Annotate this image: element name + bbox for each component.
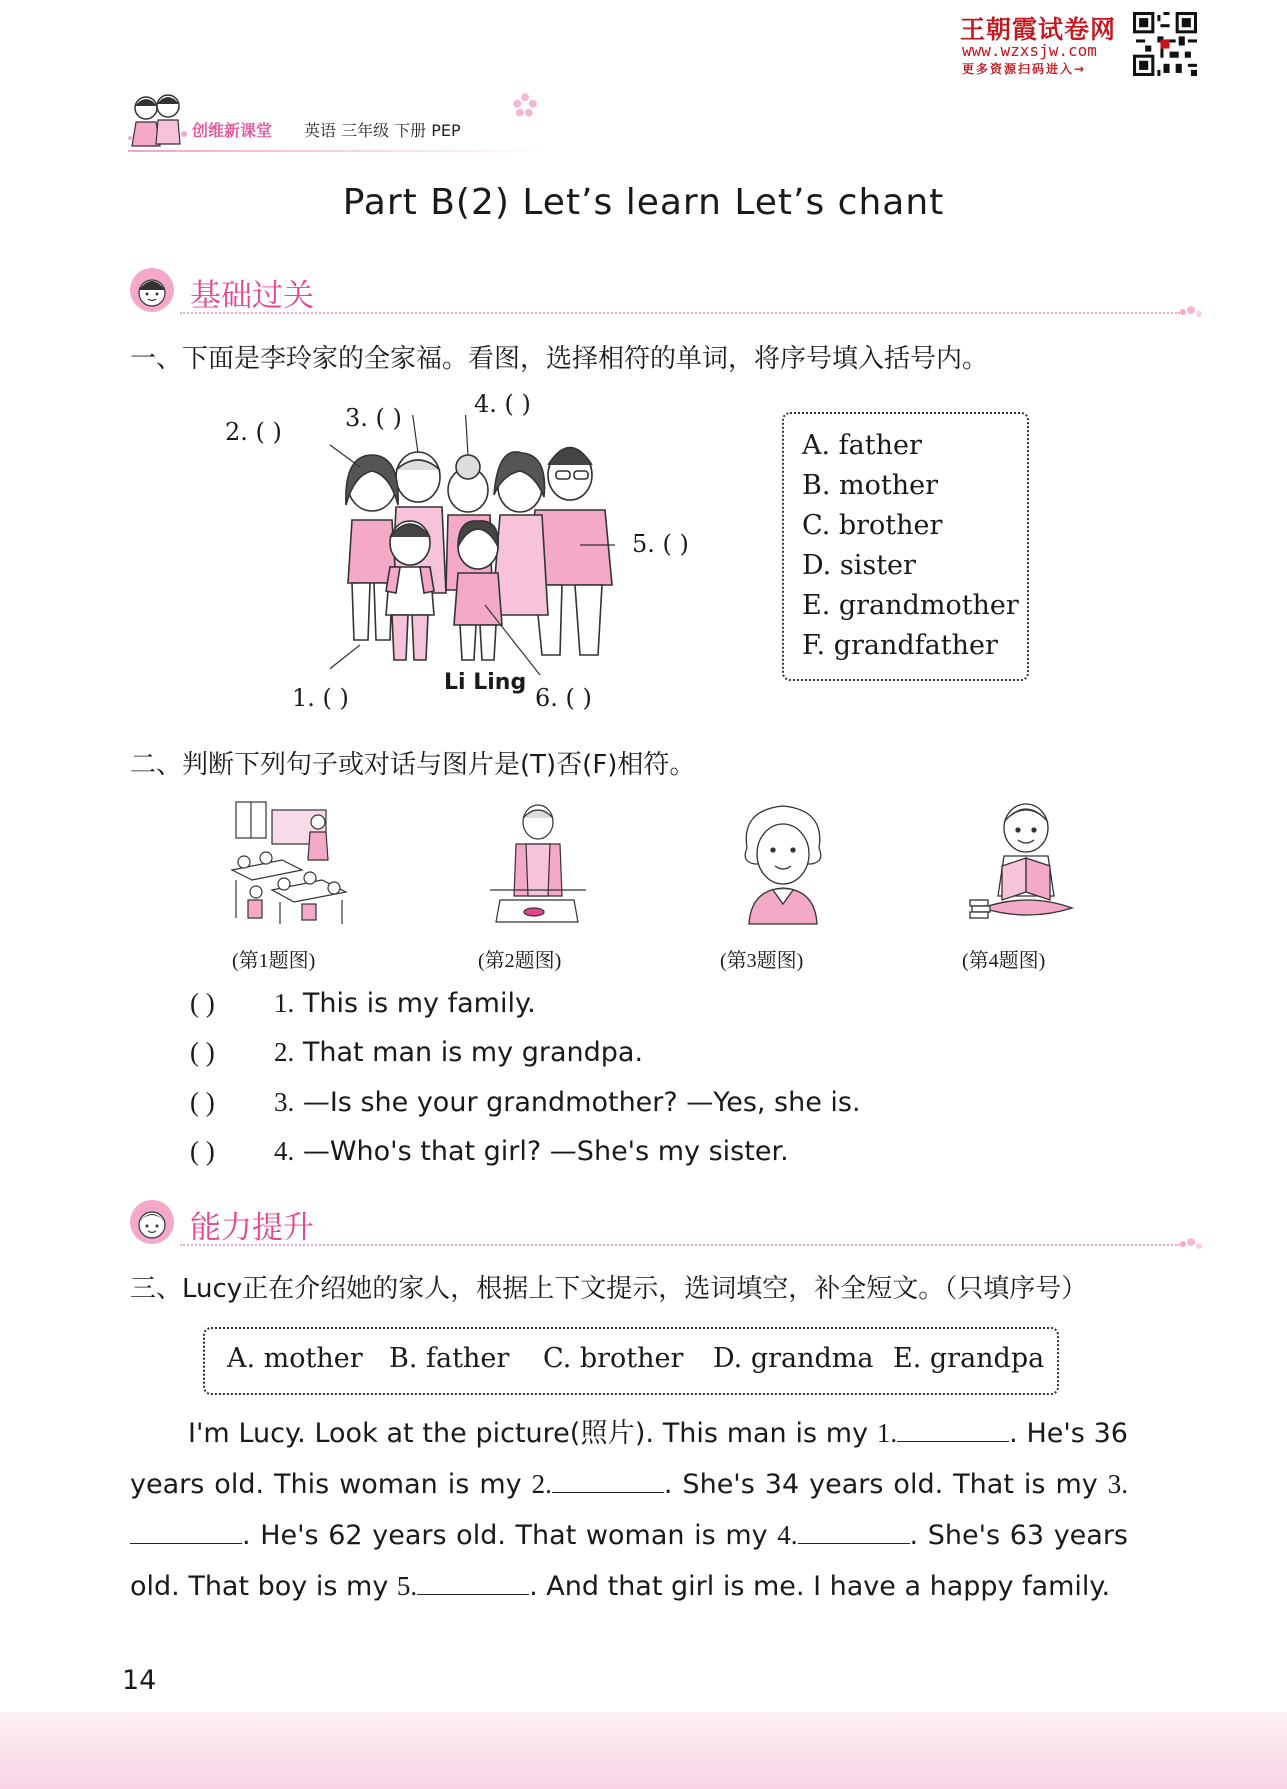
answer-blank[interactable]: ( ) <box>190 1087 215 1117</box>
caption-2: (第2题图) <box>478 950 562 972</box>
qr-code-icon[interactable] <box>1133 12 1197 76</box>
word-a: A. mother <box>227 1343 363 1374</box>
word-e: E. grandpa <box>893 1343 1045 1374</box>
item-text: —Is she your grandmother? —Yes, she is. <box>302 1087 861 1118</box>
classroom-picture <box>222 800 356 926</box>
header-divider <box>128 150 548 152</box>
section-rule <box>180 312 1180 314</box>
kids-logo-icon <box>126 86 190 156</box>
brand-name: 王朝霞试卷网 <box>960 15 1117 44</box>
passage <box>130 1408 1128 1612</box>
question-1-prompt: 一、下面是李玲家的全家福。看图，选择相符的单词，将序号填入括号内。 <box>130 344 989 374</box>
item-text: That man is my grandpa. <box>302 1037 644 1068</box>
option-c: C. brother <box>802 510 943 541</box>
boy-reading-picture <box>968 796 1076 926</box>
girl-face-icon <box>128 266 176 314</box>
fill-blank-2[interactable] <box>552 1470 664 1493</box>
section-label: 基础过关 <box>190 278 314 314</box>
word-b: B. father <box>389 1343 510 1374</box>
options-box <box>782 412 1029 681</box>
word-d: D. grandma <box>713 1343 874 1374</box>
question-3-prompt: 三、Lucy正在介绍她的家人，根据上下文提示，选词填空，补全短文。（只填序号） <box>130 1274 1088 1304</box>
picture-label-6[interactable]: 6. ( ) <box>535 684 592 712</box>
section-header-advanced <box>128 1198 1218 1248</box>
passage-text: . He's 36 years old. This woman is my <box>130 1418 1128 1500</box>
fill-blank-1[interactable] <box>897 1419 1009 1442</box>
flower-icon <box>512 92 538 118</box>
page-number: 14 <box>122 1665 157 1696</box>
answer-blank[interactable]: ( ) <box>190 1037 215 1067</box>
dots-icon <box>1178 304 1204 320</box>
tf-item-2 <box>190 1037 643 1068</box>
man-cooking-picture <box>488 800 588 926</box>
option-b: B. mother <box>802 470 938 501</box>
family-picture <box>330 415 650 675</box>
li-ling-label: Li Ling <box>444 670 527 695</box>
section-label: 能力提升 <box>190 1210 314 1246</box>
picture-label-2[interactable]: 2. ( ) <box>225 418 282 446</box>
passage-text: . She's 63 years old. That boy is my <box>130 1520 1128 1602</box>
boy-face-icon <box>128 1198 176 1246</box>
item-number: 4. <box>274 1136 295 1166</box>
footer-band <box>0 1712 1287 1789</box>
passage-text: I'm Lucy. Look at the picture(照片). This man is my <box>188 1418 877 1449</box>
brand-scan-hint: 更多资源扫码进入→ <box>962 62 1087 76</box>
passage-text: . She's 34 years old. That is my <box>663 1469 1108 1500</box>
picture-label-1[interactable]: 1. ( ) <box>292 684 349 712</box>
fill-blank-5[interactable] <box>417 1572 529 1595</box>
blank-number: 1. <box>876 1418 898 1448</box>
item-text: —Who's that girl? —She's my sister. <box>302 1136 789 1167</box>
answer-blank[interactable]: ( ) <box>190 988 215 1018</box>
tf-item-3 <box>190 1087 861 1118</box>
word-bank <box>203 1327 1059 1395</box>
page-title: Part B(2) Let’s learn Let’s chant <box>342 182 945 223</box>
brand-url[interactable]: www.wzxsjw.com <box>962 41 1097 60</box>
blank-number: 4. <box>777 1520 798 1550</box>
blank-number: 5. <box>396 1571 418 1601</box>
passage-text: . He's 62 years old. That woman is my <box>242 1520 778 1551</box>
tf-item-1 <box>190 988 536 1019</box>
item-number: 2. <box>274 1037 295 1067</box>
picture-label-4[interactable]: 4. ( ) <box>474 390 531 418</box>
tf-item-4 <box>190 1136 789 1167</box>
caption-3: (第3题图) <box>720 950 804 972</box>
blank-number: 3. <box>1107 1469 1128 1499</box>
option-e: E. grandmother <box>802 590 1019 621</box>
passage-text: . And that girl is me. I have a happy family. <box>529 1571 1111 1602</box>
book-info: 英语 三年级 下册 PEP <box>304 121 461 140</box>
item-number: 1. <box>274 988 295 1018</box>
item-text: This is my family. <box>302 988 536 1019</box>
grandmother-picture <box>735 800 831 926</box>
series-name: 创维新课堂 <box>192 121 273 140</box>
option-f: F. grandfather <box>802 630 998 661</box>
picture-label-3[interactable]: 3. ( ) <box>345 404 402 432</box>
item-number: 3. <box>274 1087 295 1117</box>
word-c: C. brother <box>543 1343 684 1374</box>
question-2-prompt: 二、判断下列句子或对话与图片是(T)否(F)相符。 <box>130 750 696 780</box>
section-rule <box>180 1244 1180 1246</box>
caption-4: (第4题图) <box>962 950 1046 972</box>
option-d: D. sister <box>802 550 916 581</box>
fill-blank-4[interactable] <box>798 1521 910 1544</box>
section-header-basic <box>128 266 1218 316</box>
picture-label-5[interactable]: 5. ( ) <box>632 530 689 558</box>
caption-1: (第1题图) <box>232 950 316 972</box>
blank-number: 2. <box>531 1469 552 1499</box>
option-a: A. father <box>802 430 922 461</box>
answer-blank[interactable]: ( ) <box>190 1136 215 1166</box>
dots-icon <box>1178 1236 1204 1252</box>
fill-blank-3[interactable] <box>130 1521 242 1544</box>
